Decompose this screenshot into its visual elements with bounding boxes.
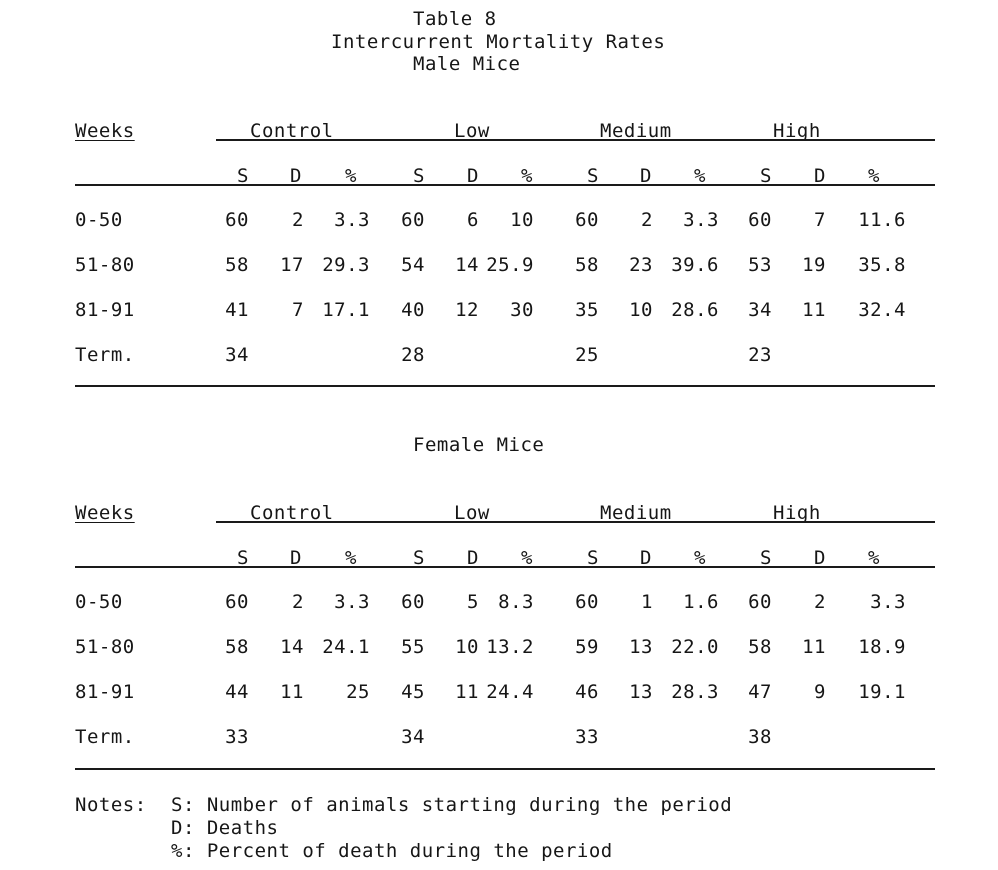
death-percent: 30 <box>510 299 534 321</box>
subheader-s: S <box>413 547 425 569</box>
deaths-count: 11 <box>802 299 826 321</box>
starting-count: 55 <box>401 636 425 658</box>
deaths-count: 9 <box>814 681 826 703</box>
deaths-count: 11 <box>455 681 479 703</box>
deaths-count: 7 <box>292 299 304 321</box>
note-item: S: Number of animals starting during the period <box>171 794 733 816</box>
weeks-cell: 81-91 <box>75 299 135 321</box>
starting-count: 34 <box>748 299 772 321</box>
subheader-pct: % <box>694 547 706 569</box>
death-percent: 18.9 <box>858 636 906 658</box>
group-header-low: Low <box>454 120 490 142</box>
group-header-control: Control <box>250 120 334 142</box>
death-percent: 3.3 <box>870 591 906 613</box>
starting-count: 41 <box>225 299 249 321</box>
table-bottom-rule <box>75 768 935 770</box>
death-percent: 8.3 <box>498 591 534 613</box>
deaths-count: 2 <box>641 209 653 231</box>
starting-count: 60 <box>401 591 425 613</box>
death-percent: 24.4 <box>486 681 534 703</box>
death-percent: 19.1 <box>858 681 906 703</box>
starting-count: 34 <box>401 726 425 748</box>
note-item: %: Percent of death during the period <box>171 840 613 862</box>
deaths-count: 12 <box>455 299 479 321</box>
deaths-count: 23 <box>629 254 653 276</box>
starting-count: 33 <box>225 726 249 748</box>
deaths-count: 14 <box>280 636 304 658</box>
deaths-count: 10 <box>629 299 653 321</box>
group-header-medium: Medium <box>600 502 672 524</box>
deaths-count: 13 <box>629 681 653 703</box>
weeks-cell: 51-80 <box>75 254 135 276</box>
starting-count: 45 <box>401 681 425 703</box>
section-heading-female: Female Mice <box>413 434 545 456</box>
deaths-count: 2 <box>814 591 826 613</box>
table-number: Table 8 <box>413 8 497 30</box>
death-percent: 25.9 <box>486 254 534 276</box>
starting-count: 40 <box>401 299 425 321</box>
subheader-pct: % <box>868 165 880 187</box>
weeks-cell: Term. <box>75 344 135 366</box>
death-percent: 28.6 <box>671 299 719 321</box>
starting-count: 60 <box>401 209 425 231</box>
subheader-d: D <box>814 165 826 187</box>
starting-count: 60 <box>225 209 249 231</box>
starting-count: 25 <box>575 344 599 366</box>
subheader-rule <box>75 566 935 568</box>
subheader-s: S <box>413 165 425 187</box>
subheader-d: D <box>814 547 826 569</box>
group-header-low: Low <box>454 502 490 524</box>
subheader-pct: % <box>345 547 357 569</box>
deaths-count: 2 <box>292 209 304 231</box>
subheader-pct: % <box>694 165 706 187</box>
starting-count: 53 <box>748 254 772 276</box>
death-percent: 35.8 <box>858 254 906 276</box>
death-percent: 17.1 <box>322 299 370 321</box>
subheader-s: S <box>760 165 772 187</box>
subheader-d: D <box>640 547 652 569</box>
starting-count: 60 <box>225 591 249 613</box>
subheader-s: S <box>760 547 772 569</box>
death-percent: 39.6 <box>671 254 719 276</box>
subheader-s: S <box>237 547 249 569</box>
subheader-pct: % <box>521 547 533 569</box>
starting-count: 58 <box>575 254 599 276</box>
deaths-count: 2 <box>292 591 304 613</box>
group-header-control: Control <box>250 502 334 524</box>
subheader-s: S <box>587 547 599 569</box>
subheader-pct: % <box>345 165 357 187</box>
deaths-count: 10 <box>455 636 479 658</box>
weeks-cell: 0-50 <box>75 591 123 613</box>
death-percent: 25 <box>346 681 370 703</box>
deaths-count: 1 <box>641 591 653 613</box>
subheader-d: D <box>290 547 302 569</box>
death-percent: 24.1 <box>322 636 370 658</box>
death-percent: 13.2 <box>486 636 534 658</box>
deaths-count: 17 <box>280 254 304 276</box>
starting-count: 23 <box>748 344 772 366</box>
subheader-s: S <box>587 165 599 187</box>
death-percent: 3.3 <box>334 209 370 231</box>
starting-count: 38 <box>748 726 772 748</box>
death-percent: 3.3 <box>334 591 370 613</box>
section-heading-male: Male Mice <box>413 53 521 75</box>
starting-count: 47 <box>748 681 772 703</box>
deaths-count: 6 <box>467 209 479 231</box>
subheader-d: D <box>467 165 479 187</box>
starting-count: 28 <box>401 344 425 366</box>
weeks-cell: 51-80 <box>75 636 135 658</box>
subheader-rule <box>75 184 935 186</box>
death-percent: 10 <box>510 209 534 231</box>
subheader-d: D <box>290 165 302 187</box>
starting-count: 60 <box>748 209 772 231</box>
subheader-d: D <box>467 547 479 569</box>
header-rule <box>216 139 935 141</box>
starting-count: 34 <box>225 344 249 366</box>
starting-count: 60 <box>748 591 772 613</box>
group-header-high: High <box>773 120 821 142</box>
death-percent: 29.3 <box>322 254 370 276</box>
deaths-count: 11 <box>280 681 304 703</box>
starting-count: 58 <box>225 636 249 658</box>
deaths-count: 14 <box>455 254 479 276</box>
starting-count: 33 <box>575 726 599 748</box>
subheader-pct: % <box>521 165 533 187</box>
starting-count: 60 <box>575 209 599 231</box>
weeks-cell: 0-50 <box>75 209 123 231</box>
deaths-count: 13 <box>629 636 653 658</box>
weeks-cell: 81-91 <box>75 681 135 703</box>
group-header-high: High <box>773 502 821 524</box>
starting-count: 60 <box>575 591 599 613</box>
starting-count: 35 <box>575 299 599 321</box>
note-item: D: Deaths <box>171 817 279 839</box>
starting-count: 54 <box>401 254 425 276</box>
starting-count: 59 <box>575 636 599 658</box>
subheader-s: S <box>237 165 249 187</box>
death-percent: 32.4 <box>858 299 906 321</box>
subheader-pct: % <box>868 547 880 569</box>
deaths-count: 19 <box>802 254 826 276</box>
starting-count: 46 <box>575 681 599 703</box>
death-percent: 28.3 <box>671 681 719 703</box>
death-percent: 3.3 <box>683 209 719 231</box>
weeks-column-header: Weeks <box>75 120 135 142</box>
weeks-column-header: Weeks <box>75 502 135 524</box>
death-percent: 22.0 <box>671 636 719 658</box>
deaths-count: 11 <box>802 636 826 658</box>
header-rule <box>216 521 935 523</box>
starting-count: 58 <box>748 636 772 658</box>
death-percent: 1.6 <box>683 591 719 613</box>
table-bottom-rule <box>75 385 935 387</box>
subheader-d: D <box>640 165 652 187</box>
starting-count: 44 <box>225 681 249 703</box>
table-title: Intercurrent Mortality Rates <box>331 31 666 53</box>
weeks-cell: Term. <box>75 726 135 748</box>
deaths-count: 5 <box>467 591 479 613</box>
deaths-count: 7 <box>814 209 826 231</box>
notes-label: Notes: <box>75 794 147 816</box>
death-percent: 11.6 <box>858 209 906 231</box>
group-header-medium: Medium <box>600 120 672 142</box>
starting-count: 58 <box>225 254 249 276</box>
